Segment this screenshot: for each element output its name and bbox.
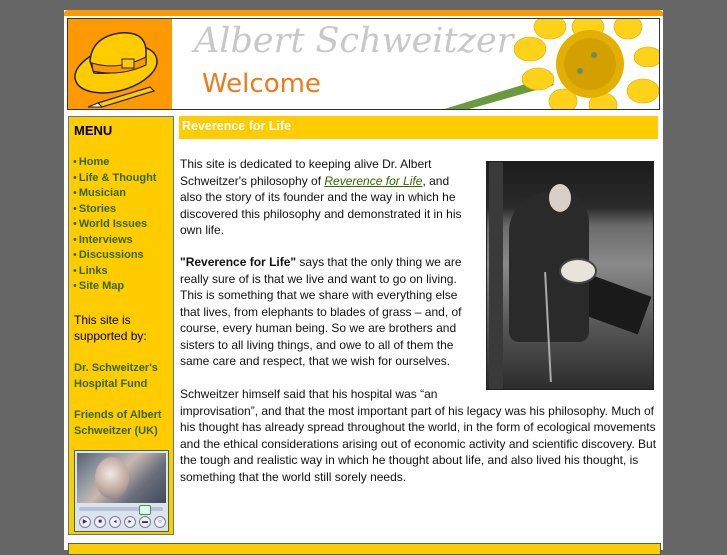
menu-item-label: Stories xyxy=(78,202,117,215)
menu-item-life-thought[interactable] xyxy=(73,171,156,187)
menu-item-label: Home xyxy=(78,156,110,168)
section-title-bar xyxy=(179,116,658,139)
page-heading-welcome: Welcome xyxy=(202,69,321,99)
text: improvisation”, and that the most important part of his legacy was his philosophy. Much of his thought has already spread throughout the world, in the form of ecological movements and the ethical considerations arising out of economic activity and scientific discovery. But the tough and realistic way in which he thought about life, and also lived his thought, is something that the world still sorely needs. xyxy=(180,403,657,484)
bullet-icon: • xyxy=(73,233,77,246)
text: says that the only thing we are really sure of is that we live and want to go on living. This is something that we share with everything else that lives, from elephants to blades of grass – and, of course, every human being. So we are brothers and sisters to all living things, and owe to all of them the same care and respect, that we wish for ourselves. xyxy=(180,255,462,368)
site-title: Albert Schweitzer xyxy=(194,21,514,61)
photo-head xyxy=(549,184,571,212)
video-screen[interactable] xyxy=(77,453,166,503)
text: , and also the story of its founder and the way in which he discovered this philosophy and demonstrated it in his own life. xyxy=(180,173,462,237)
bullet-icon: • xyxy=(73,187,77,199)
sidebar-menu xyxy=(68,116,174,535)
video-player[interactable] xyxy=(74,450,169,532)
bullet-icon: • xyxy=(73,249,77,261)
bullet-icon: • xyxy=(73,280,77,292)
menu-item-label: Discussions xyxy=(78,249,144,261)
video-seek-handle[interactable] xyxy=(139,505,151,515)
friends-uk-link[interactable]: Friends of Albert Schweitzer (UK) xyxy=(74,409,162,437)
video-controls xyxy=(79,516,166,528)
page-container xyxy=(64,10,663,550)
menu-item-label: Life & Thought xyxy=(78,171,157,184)
menu-item-label: Links xyxy=(78,264,108,277)
supported-by-label: This site is supported by: xyxy=(74,313,147,343)
forward-icon[interactable]: ▸ xyxy=(124,516,136,528)
menu-item-home[interactable] xyxy=(73,155,156,171)
menu-item-label: World Issues xyxy=(78,218,148,230)
menu-item-stories[interactable] xyxy=(73,202,156,218)
schweitzer-photo xyxy=(486,161,654,390)
menu-item-interviews[interactable] xyxy=(73,233,156,249)
menu-title: MENU xyxy=(74,123,113,138)
menu-list xyxy=(73,155,156,295)
menu-item-world-issues[interactable] xyxy=(73,217,156,233)
bullet-icon: • xyxy=(73,156,77,168)
bullet-icon: • xyxy=(73,218,77,230)
volume-icon[interactable]: ○ xyxy=(154,516,166,528)
reverence-paragraph xyxy=(180,254,470,370)
play-icon[interactable]: ▶ xyxy=(79,516,91,528)
bullet-icon: • xyxy=(73,171,77,184)
reverence-for-life-link[interactable]: Reverence for Life xyxy=(324,173,423,188)
stop-icon[interactable]: ■ xyxy=(94,516,106,528)
menu-item-links[interactable] xyxy=(73,264,156,280)
menu-item-discussions[interactable] xyxy=(73,248,156,264)
menu-item-musician[interactable] xyxy=(73,186,156,202)
menu-item-label: Interviews xyxy=(78,233,133,246)
menu-item-site-map[interactable] xyxy=(73,279,156,295)
header-banner xyxy=(67,18,660,110)
rewind-icon[interactable]: ◂ xyxy=(109,516,121,528)
hat-and-pen-icon xyxy=(68,19,172,109)
hospital-fund-link[interactable]: Dr. Schweitzer's Hospital Fund xyxy=(74,362,158,390)
menu-item-label: Musician xyxy=(78,187,126,199)
legacy-paragraph xyxy=(180,386,662,485)
text: This site is dedicated to keeping alive Dr. Albert Schweitzer's philosophy of xyxy=(180,157,432,188)
section-title: Reverence for Life xyxy=(182,119,292,133)
sunflower-image xyxy=(438,19,659,109)
photo-tree xyxy=(489,162,503,389)
intro-paragraph xyxy=(180,156,470,239)
menu-item-label: Site Map xyxy=(78,280,125,292)
bullet-icon: • xyxy=(73,202,77,215)
text: Schweitzer himself said that his hospital was “an xyxy=(180,387,438,401)
top-accent-bar xyxy=(64,10,663,16)
bullet-icon: • xyxy=(73,264,77,277)
photo-hat xyxy=(559,258,597,284)
fullscreen-icon[interactable]: ▬ xyxy=(139,516,151,528)
video-thumbnail-face xyxy=(95,457,129,499)
bold-phrase: "Reverence for Life" xyxy=(180,255,297,269)
